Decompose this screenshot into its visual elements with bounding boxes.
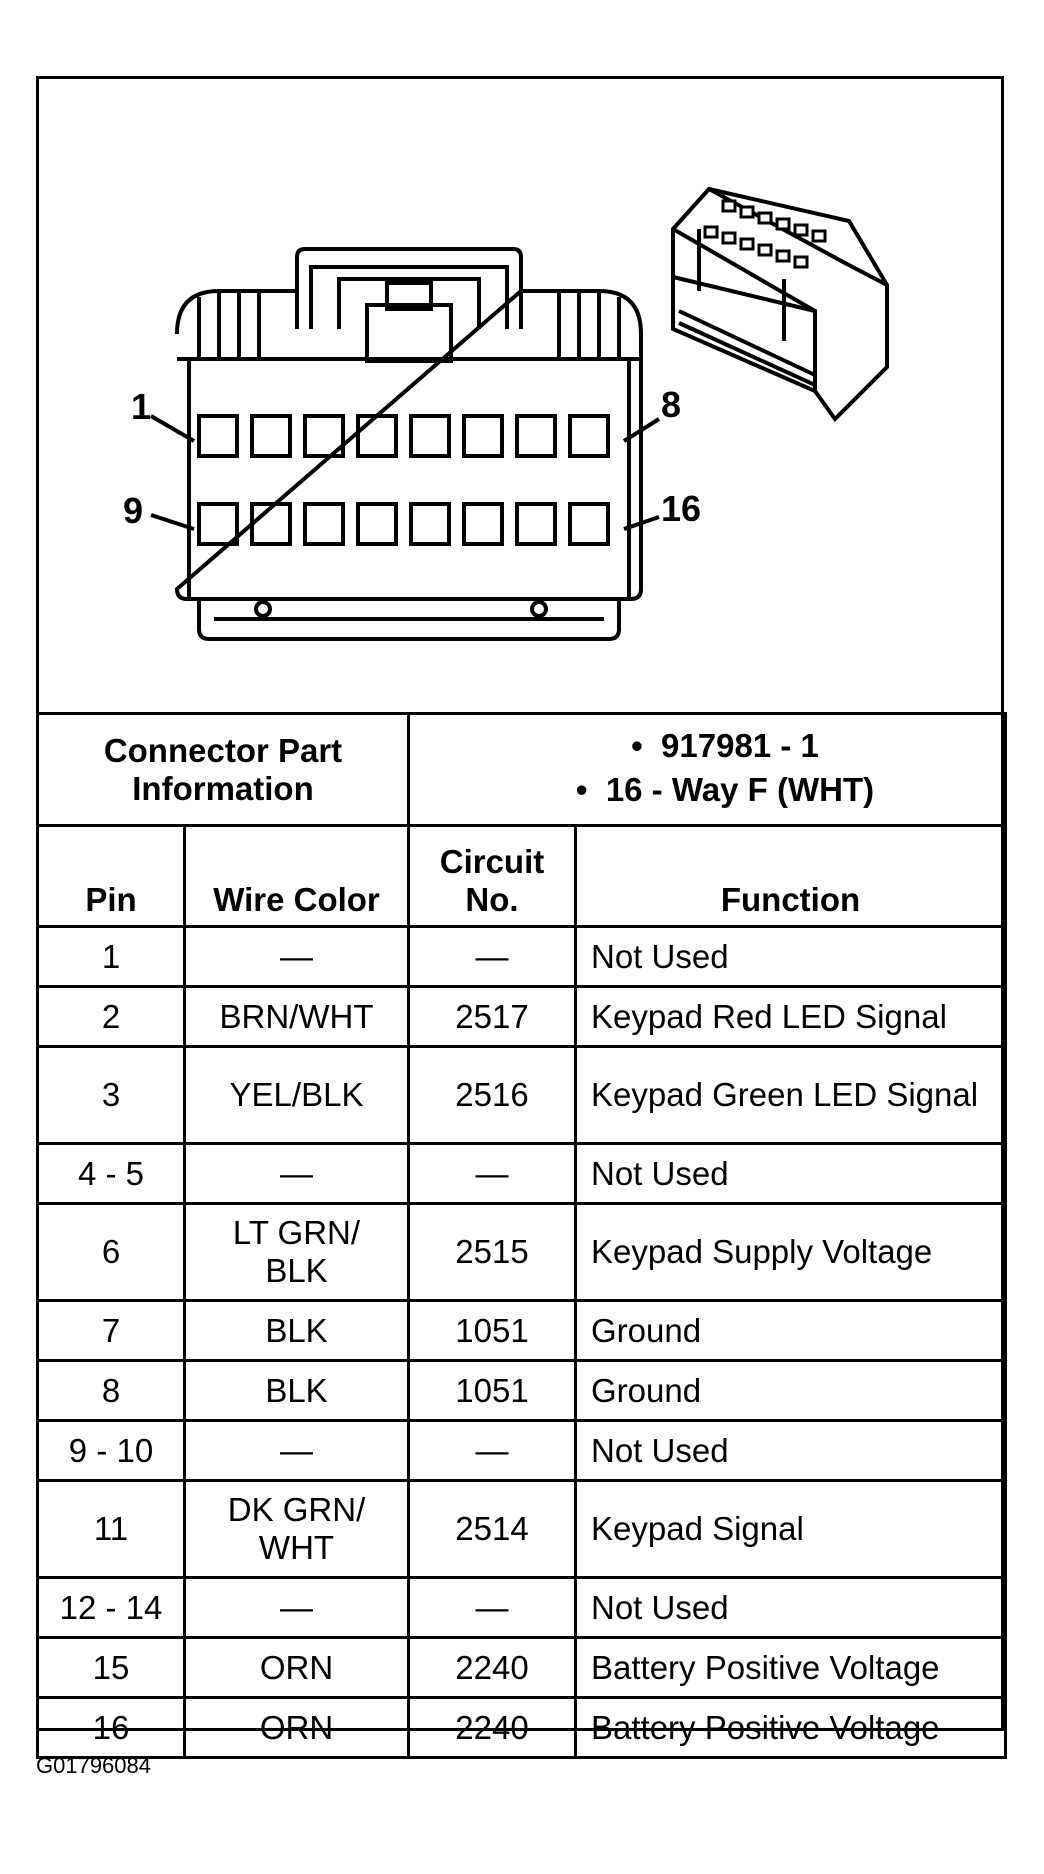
- pin-cell: 15: [38, 1638, 185, 1698]
- connector-diagram: [39, 79, 1001, 715]
- function-cell: Keypad Green LED Signal: [576, 1047, 1006, 1144]
- pin-cavity: [411, 416, 449, 456]
- pin-cell: 3: [38, 1047, 185, 1144]
- header-function: Function: [576, 826, 1006, 927]
- table-row: [38, 1361, 1006, 1421]
- pin-cavity: [252, 416, 290, 456]
- circuit-cell: 1051: [409, 1301, 576, 1361]
- pin-cell: 2: [38, 987, 185, 1047]
- table-row: [38, 1638, 1006, 1698]
- pin-cell: 6: [38, 1204, 185, 1301]
- part-info-details: [409, 714, 1006, 826]
- part-number: 917981 - 1: [661, 727, 819, 764]
- circuit-cell: —: [409, 927, 576, 987]
- function-cell: Not Used: [576, 1578, 1006, 1638]
- circuit-cell: 2515: [409, 1204, 576, 1301]
- pin-cell: 9 - 10: [38, 1421, 185, 1481]
- connector-face-view: [39, 79, 1001, 715]
- pin-cell: 16: [38, 1698, 185, 1758]
- part-info-row: [38, 714, 1006, 826]
- circuit-cell: —: [409, 1578, 576, 1638]
- circuit-cell: 2240: [409, 1638, 576, 1698]
- diagram-frame: [36, 76, 1004, 1746]
- table-row: [38, 1481, 1006, 1578]
- connector-type: 16 - Way F (WHT): [605, 771, 875, 808]
- pin-cavity: [411, 504, 449, 544]
- wire-color-cell: BLK: [185, 1301, 409, 1361]
- circuit-cell: 2240: [409, 1698, 576, 1758]
- header-pin: Pin: [38, 826, 185, 927]
- circuit-cell: —: [409, 1421, 576, 1481]
- wire-color-cell: YEL/BLK: [185, 1047, 409, 1144]
- pin-label-8: 8: [661, 384, 682, 425]
- pin-cell: 4 - 5: [38, 1144, 185, 1204]
- wire-color-cell: ORN: [185, 1698, 409, 1758]
- circuit-cell: 2517: [409, 987, 576, 1047]
- function-cell: Battery Positive Voltage: [576, 1698, 1006, 1758]
- pin-cavity: [305, 504, 343, 544]
- function-cell: Keypad Supply Voltage: [576, 1204, 1006, 1301]
- table-row: [38, 1578, 1006, 1638]
- function-cell: Not Used: [576, 927, 1006, 987]
- circuit-cell: —: [409, 1144, 576, 1204]
- pin-label-1: 1: [131, 386, 152, 427]
- wire-color-cell: LT GRN/ BLK: [185, 1204, 409, 1301]
- pin-cavity: [199, 416, 237, 456]
- figure-code: G01796084: [36, 1753, 151, 1778]
- pin-cavity: [570, 416, 608, 456]
- function-cell: Ground: [576, 1301, 1006, 1361]
- table-row: [38, 1047, 1006, 1144]
- pin-cavity: [517, 416, 555, 456]
- function-cell: Keypad Signal: [576, 1481, 1006, 1578]
- pin-cavity: [199, 504, 237, 544]
- table-row: [38, 1144, 1006, 1204]
- pin-cavity: [464, 416, 502, 456]
- circuit-cell: 2516: [409, 1047, 576, 1144]
- function-cell: Keypad Red LED Signal: [576, 987, 1006, 1047]
- part-info-item: • 16 - Way F (WHT): [575, 771, 875, 808]
- wire-color-cell: BRN/WHT: [185, 987, 409, 1047]
- table-row: [38, 927, 1006, 987]
- pin-cell: 8: [38, 1361, 185, 1421]
- table-row: [38, 1698, 1006, 1758]
- pin-cell: 11: [38, 1481, 185, 1578]
- wire-color-cell: DK GRN/ WHT: [185, 1481, 409, 1578]
- circuit-cell: 2514: [409, 1481, 576, 1578]
- wire-color-cell: BLK: [185, 1361, 409, 1421]
- part-info-label: Connector Part Information: [38, 714, 409, 826]
- table-row: [38, 1301, 1006, 1361]
- pin-label-9: 9: [123, 490, 144, 531]
- pin-cell: 1: [38, 927, 185, 987]
- table-row: [38, 1421, 1006, 1481]
- wire-color-cell: —: [185, 927, 409, 987]
- connector-table: [36, 712, 1007, 1759]
- pin-cell: 7: [38, 1301, 185, 1361]
- pin-cavity: [464, 504, 502, 544]
- pin-cavity: [570, 504, 608, 544]
- wire-color-cell: —: [185, 1421, 409, 1481]
- part-info-item: • 917981 - 1: [631, 727, 819, 764]
- function-cell: Not Used: [576, 1144, 1006, 1204]
- header-circuit-no: Circuit No.: [409, 826, 576, 927]
- pin-cavity: [358, 416, 396, 456]
- header-row: [38, 826, 1006, 927]
- table-row: [38, 987, 1006, 1047]
- header-wire-color: Wire Color: [185, 826, 409, 927]
- pin-cavity: [517, 504, 555, 544]
- circuit-cell: 1051: [409, 1361, 576, 1421]
- pin-cavity: [358, 504, 396, 544]
- table-row: [38, 1204, 1006, 1301]
- wire-color-cell: ORN: [185, 1638, 409, 1698]
- function-cell: Battery Positive Voltage: [576, 1638, 1006, 1698]
- pin-cell: 12 - 14: [38, 1578, 185, 1638]
- function-cell: Ground: [576, 1361, 1006, 1421]
- wire-color-cell: —: [185, 1144, 409, 1204]
- wire-color-cell: —: [185, 1578, 409, 1638]
- pin-label-16: 16: [661, 488, 702, 529]
- function-cell: Not Used: [576, 1421, 1006, 1481]
